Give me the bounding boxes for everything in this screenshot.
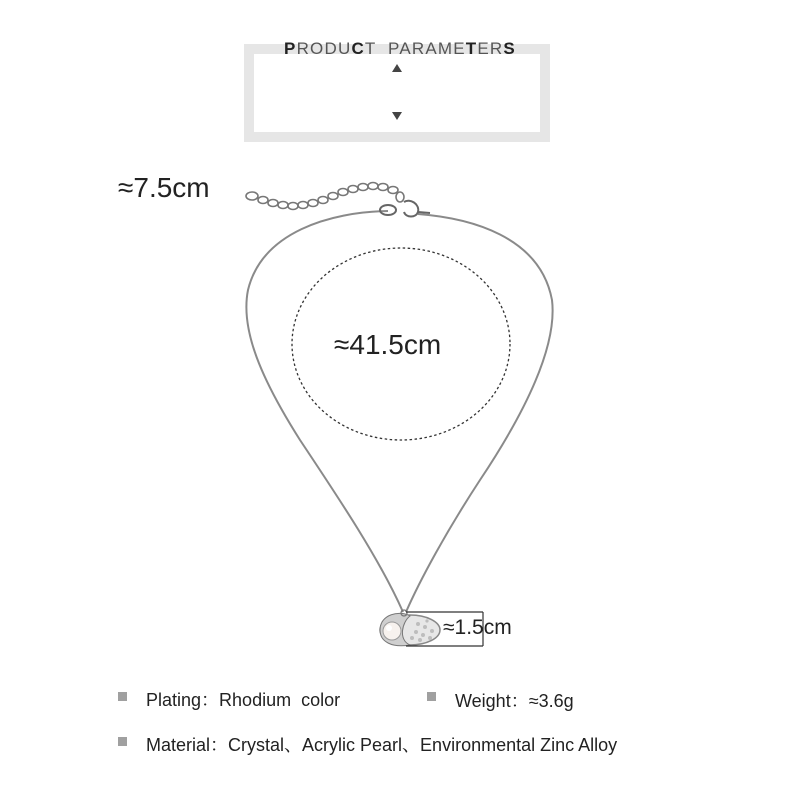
necklace-chain-right [406, 214, 553, 612]
spec-weight-value: ≈3.6g [528, 691, 574, 711]
spec-material-label: Material： [146, 735, 229, 755]
pendant [380, 610, 440, 646]
spec-weight [455, 687, 574, 713]
spec-material [146, 731, 617, 757]
spec-plating-value: Rhodium color [219, 690, 341, 710]
title-letter-p: P [284, 39, 297, 58]
title-letter-c: C [351, 39, 365, 58]
extender-chain [246, 183, 404, 210]
title-part: PARAME [376, 39, 466, 58]
spec-material-value: Crystal、Acrylic Pearl、Environmental Zinc Alloy [228, 735, 618, 755]
chain-length-label: ≈41.5cm [334, 329, 442, 360]
bullet-icon [118, 692, 127, 701]
spec-plating [146, 686, 340, 712]
extender-length-label: ≈7.5cm [118, 172, 210, 203]
title-letter-t: T [465, 39, 478, 58]
title-letter-s: S [503, 39, 516, 58]
spec-plating-label: Plating： [146, 690, 220, 710]
title-part: T [364, 39, 377, 58]
necklace-chain [246, 211, 403, 612]
bullet-icon [118, 737, 127, 746]
title-part: ER [477, 39, 504, 58]
bullet-icon [427, 692, 436, 701]
title-part: RODU [296, 39, 352, 58]
pendant-size-label: ≈1.5cm [443, 616, 512, 639]
spec-weight-label: Weight： [455, 691, 529, 711]
